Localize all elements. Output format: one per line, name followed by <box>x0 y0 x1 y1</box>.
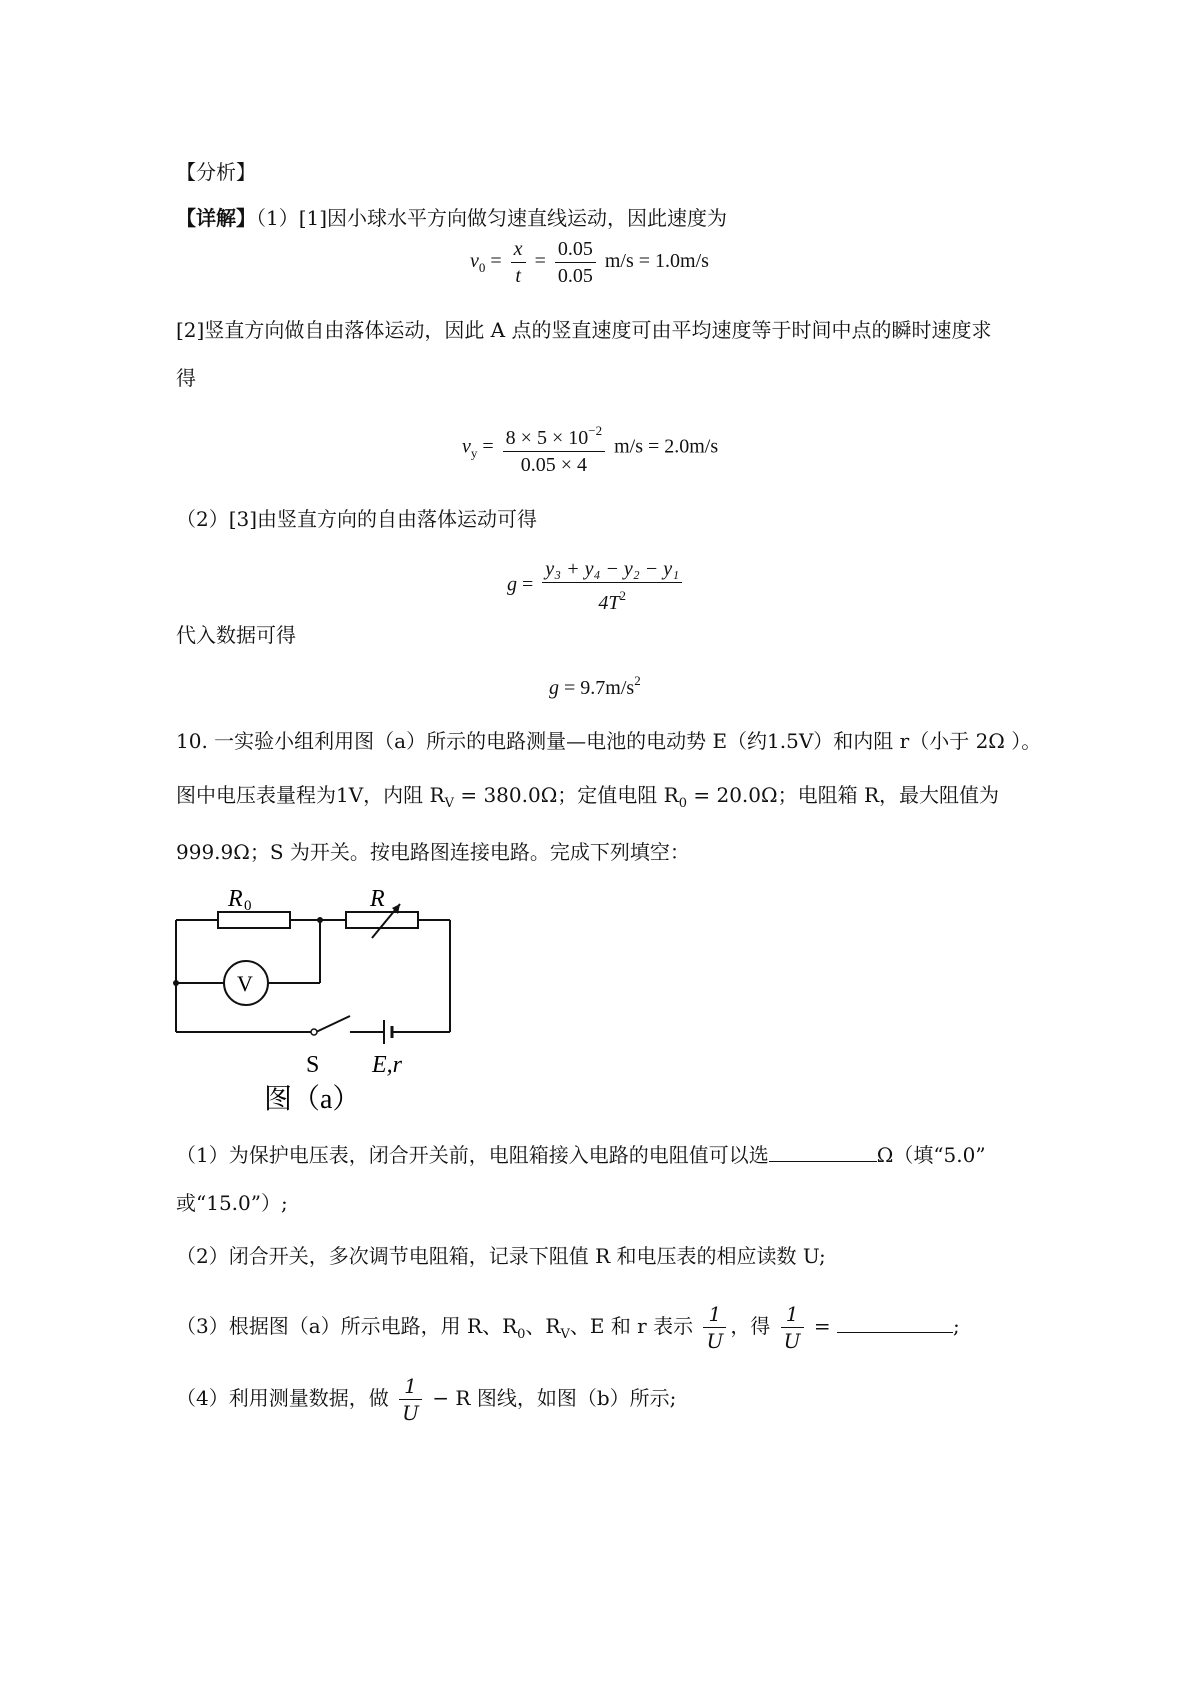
circuit-diagram <box>160 876 470 1116</box>
analysis-heading: 【分析】 <box>176 160 256 184</box>
label-s: S <box>306 1052 320 1078</box>
question-line2: 图中电压表量程为1V，内阻 $R_V = 380.0\Omega$；定值电阻 $R_0 = 20.0\Omega$；电阻箱 R，最大阻值为 <box>176 783 1000 811</box>
resistor-r0 <box>218 912 290 928</box>
equation-g-value: $g = 9.7m/s^2$ <box>549 673 641 699</box>
part3-line: （3）根据图（a）所示电路，用 R、$R_0$、$R_V$、E 和 r 表示 $\frac{1}{U}$ ，得 $\frac{1}{U}$ = ; <box>176 1302 960 1353</box>
fraction-1-over-u-2: $\frac{1}{U}$ <box>781 1301 804 1354</box>
figure-caption: 图（a） <box>264 1084 361 1115</box>
fraction-1-over-u: $\frac{1}{U}$ <box>703 1301 726 1354</box>
detail-label: 【详解】 <box>176 206 256 230</box>
fraction-g: $\frac{\text{y₃ + y₄ − y₂ − y₁}}{4T^2}$ <box>542 556 682 616</box>
fraction-values: $\frac{0.05}{0.05}$ <box>555 236 596 289</box>
part4-line: （4）利用测量数据，做 $\frac{1}{U}$ − R 图线，如图（b）所示; <box>176 1374 677 1425</box>
detail-step3: （2）[3]由竖直方向的自由落体运动可得 <box>176 507 538 531</box>
detail-step1 <box>176 204 727 232</box>
label-v: V <box>237 971 253 996</box>
equation-vy: $v_y$ = $\frac{8 \times 5 \times 10^{-2}}{0.05 \times 4}$ m/s = 2.0m/s <box>462 418 718 478</box>
question-line1: 10. 一实验小组利用图（a）所示的电路测量—电池的电动势 E（约1.5V）和内阻 r（小于 2Ω ）。 <box>176 729 1042 753</box>
substitute-text: 代入数据可得 <box>176 623 296 647</box>
part2-line: （2）闭合开关，多次调节电阻箱，记录下阻值 R 和电压表的相应读数 U; <box>176 1244 826 1268</box>
equation-g-formula: g = $\frac{\text{y₃ + y₄ − y₂ − y₁}}{4T^2}$ <box>507 556 686 616</box>
switch-blade <box>316 1016 350 1032</box>
detail-step2-line2: 得 <box>176 366 196 390</box>
question-line3: 999.9Ω；S 为开关。按电路图连接电路。完成下列填空： <box>176 840 690 864</box>
fraction-x-over-t: $\frac{x}{t}$ <box>511 236 526 289</box>
part1-line: （1）为保护电压表，闭合开关前，电阻箱接入电路的电阻值可以选 Ω（填“5.0” <box>176 1143 986 1167</box>
part3-answer-blank[interactable] <box>837 1312 953 1333</box>
label-er: E,r <box>372 1052 402 1078</box>
label-r: R <box>370 886 385 912</box>
equation-v0: $v_0$ = $\frac{x}{t}$ = $\frac{0.05}{0.05}$ m/s = 1.0m/s <box>470 238 709 287</box>
fraction-1-over-u-3: $\frac{1}{U}$ <box>399 1373 422 1426</box>
part1-answer-blank[interactable] <box>769 1141 877 1162</box>
part1-line2: 或“15.0”）; <box>176 1191 288 1215</box>
detail-step2-line1: [2]竖直方向做自由落体运动，因此 A 点的竖直速度可由平均速度等于时间中点的瞬时速度求 <box>176 318 992 342</box>
fraction-vy: $\frac{8 \times 5 \times 10^{-2}}{0.05 \times 4}$ <box>503 418 605 478</box>
label-r0-sub: 0 <box>244 898 252 914</box>
label-r0: R <box>228 886 243 912</box>
step1-text: （1）[1]因小球水平方向做匀速直线运动，因此速度为 <box>256 206 728 230</box>
